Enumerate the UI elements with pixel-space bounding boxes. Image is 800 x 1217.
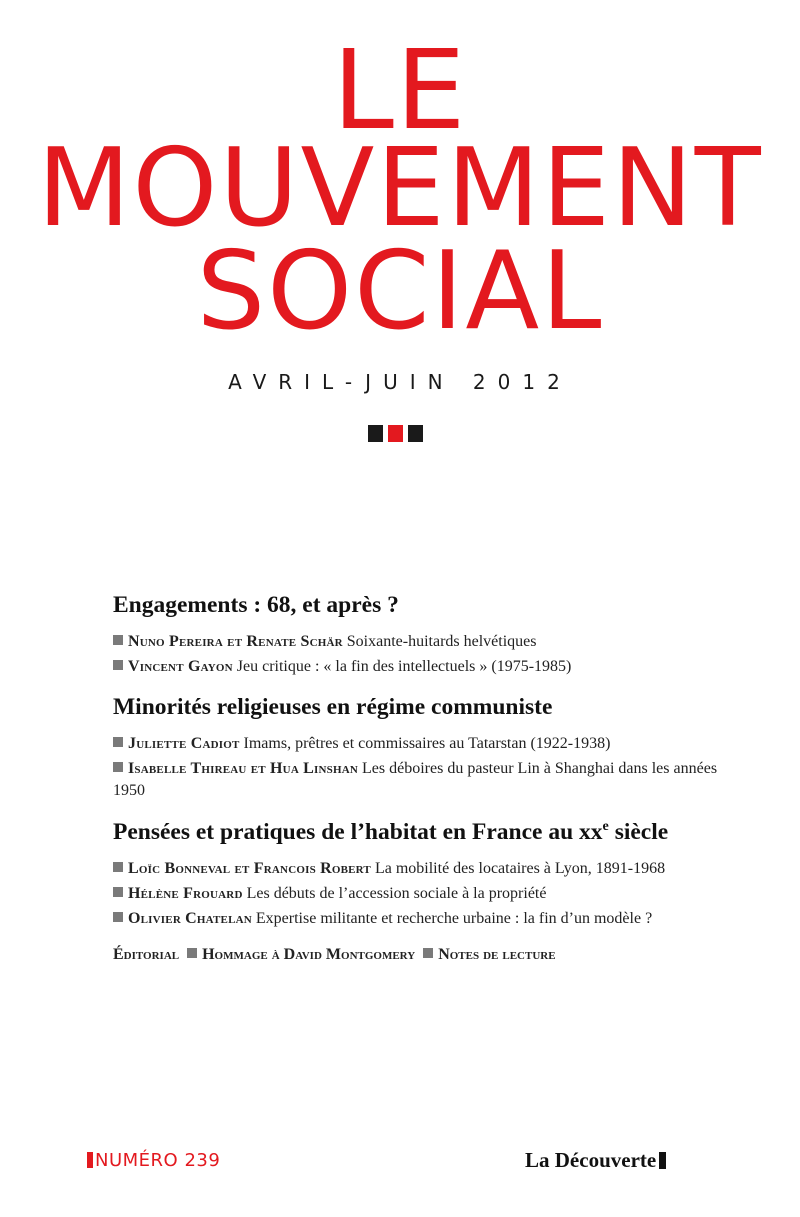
- article-title: Les déboires du pasteur Lin à Shanghai dans les années 1950: [113, 760, 718, 799]
- square-bullet-icon: [113, 887, 123, 897]
- article-author: Loïc Bonneval et Francois Robert: [128, 859, 371, 877]
- article-entry: [113, 733, 733, 755]
- journal-title-line-1: LE: [332, 26, 468, 154]
- article-author: Olivier Chatelan: [128, 909, 252, 927]
- square-bullet-icon: [113, 912, 123, 922]
- article-title: Jeu critique : « la fin des intellectuels » (1975-1985): [236, 658, 572, 675]
- article-entry: [113, 908, 733, 930]
- article-title: Imams, prêtres et commissaires au Tatarstan (1922-1938): [243, 735, 611, 752]
- heading-text: Pensées et pratiques de l’habitat en France au xx: [113, 818, 603, 845]
- article-entry: [113, 883, 733, 905]
- article-title: Expertise militante et recherche urbaine : la fin d’un modèle ?: [255, 909, 653, 927]
- issue-number-text: NUMÉRO 239: [95, 1150, 221, 1171]
- article-title: Les débuts de l’accession sociale à la propriété: [246, 884, 547, 902]
- section-habitat: [113, 818, 733, 930]
- section-heading: Minorités religieuses en régime communiste: [113, 694, 553, 720]
- article-entry: [113, 656, 733, 678]
- black-square-icon: [408, 425, 423, 442]
- decorative-squares: [368, 425, 423, 442]
- rubriques-line: [113, 946, 733, 964]
- article-title: Soixante-huitards helvétiques: [346, 633, 537, 650]
- red-square-icon: [388, 425, 403, 442]
- issue-number: [87, 1150, 220, 1171]
- section-heading: Engagements : 68, et après ?: [113, 592, 399, 618]
- publisher-name: La Découverte: [525, 1148, 657, 1172]
- black-square-icon: [368, 425, 383, 442]
- heading-text-end: siècle: [608, 818, 669, 845]
- rubrique-notes: Notes de lecture: [438, 945, 556, 963]
- red-bar-icon: [87, 1152, 93, 1168]
- section-engagements: [113, 592, 733, 678]
- heading-superscript: e: [602, 818, 609, 834]
- square-bullet-icon: [113, 737, 123, 747]
- journal-title-line-3: SOCIAL: [196, 229, 604, 354]
- article-author: Juliette Cadiot: [128, 735, 240, 752]
- rubrique-editorial: Éditorial: [113, 945, 180, 963]
- square-bullet-icon: [113, 762, 123, 772]
- square-bullet-icon: [113, 660, 123, 670]
- article-author: Nuno Pereira et Renate Schär: [128, 633, 343, 650]
- square-bullet-icon: [113, 862, 123, 872]
- publisher: [525, 1148, 666, 1173]
- square-bullet-icon: [113, 635, 123, 645]
- square-bullet-icon: [187, 948, 197, 958]
- article-entry: [113, 858, 733, 880]
- table-of-contents: [113, 592, 733, 964]
- article-author: Isabelle Thireau et Hua Linshan: [128, 760, 359, 777]
- section-heading: [113, 818, 733, 846]
- article-author: Hélène Frouard: [128, 884, 243, 902]
- black-bar-icon: [659, 1152, 666, 1169]
- square-bullet-icon: [423, 948, 433, 958]
- article-entry: [113, 631, 733, 653]
- rubrique-hommage: Hommage à David Montgomery: [202, 945, 416, 963]
- section-minorites: [113, 694, 733, 802]
- article-author: Vincent Gayon: [128, 658, 233, 675]
- issue-date: AVRIL-JUIN 2012: [228, 370, 572, 394]
- journal-title-line-2: MOUVEMENT: [37, 126, 763, 251]
- article-entry: [113, 758, 733, 802]
- article-title: La mobilité des locataires à Lyon, 1891-1968: [374, 859, 666, 877]
